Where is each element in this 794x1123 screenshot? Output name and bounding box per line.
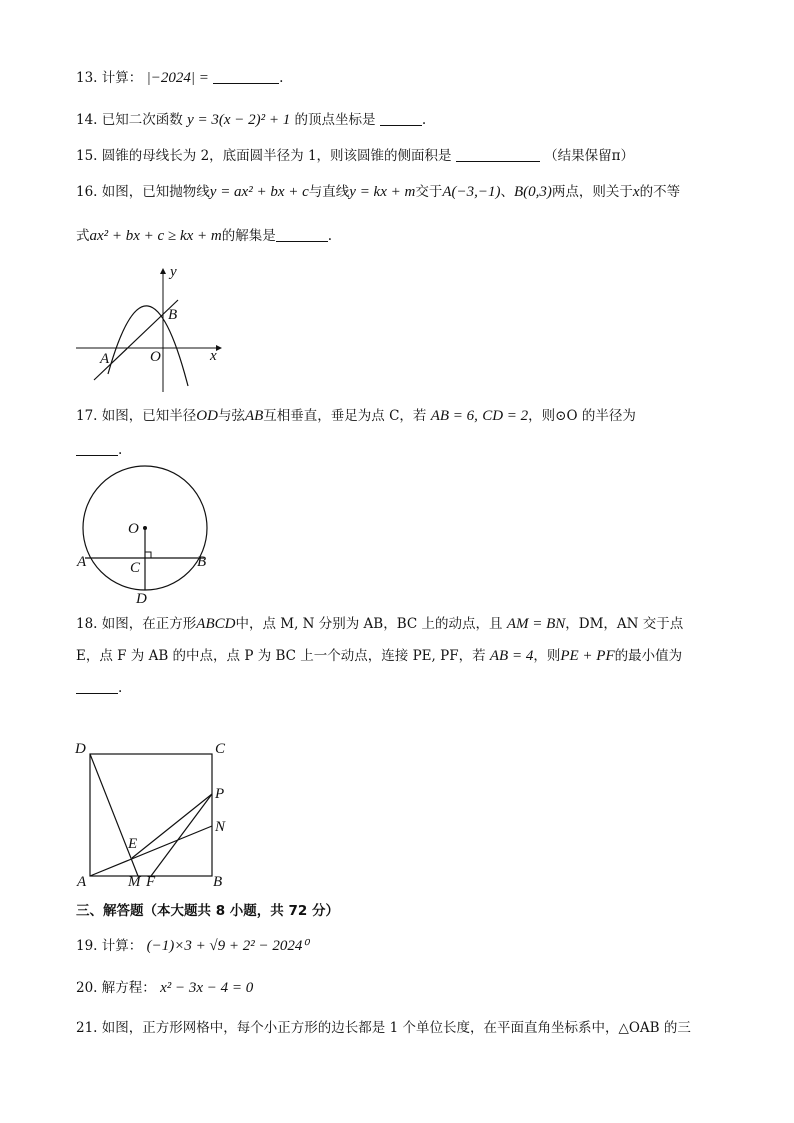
question-text: 如图，正方形网格中，每个小正方形的边长都是 1 个单位长度，在平面直角坐标系中，△OAB 的三 [101,1020,691,1036]
question-text: 式 [76,228,90,244]
question-text: 的顶点坐标是 [294,112,376,128]
label-c: C [215,741,226,757]
period: . [421,112,427,128]
center-point [143,526,147,530]
q16-figure [70,262,230,397]
question-number: 17. [76,408,98,424]
question-text: E，点 F 为 AB 的中点，点 P 为 BC 上一个动点，连接 PE, PF，若 [76,648,486,664]
question-number: 13. [76,70,98,86]
question-17-line-1 [76,406,636,426]
period: . [327,228,333,244]
label-o: O [150,349,161,365]
answer-blank[interactable] [456,147,540,162]
label-a: A [100,351,110,367]
question-text: 的解集是 [221,228,276,244]
q17-figure [70,462,220,612]
question-15 [76,146,634,166]
question-text: 、 [500,184,514,200]
math-expression: y = ax² + bx + c [209,184,309,200]
question-note: （结果保留π） [544,148,635,164]
question-17-line-2 [76,440,122,460]
question-16-line-1 [76,182,680,202]
label-a: A [77,874,87,890]
question-number: 14. [76,112,98,128]
question-18-line-2 [76,646,682,666]
label-c: C [130,560,141,576]
label-d: D [136,591,147,607]
label-b: B [168,307,178,323]
question-21 [76,1018,691,1038]
question-text: 互相垂直，垂足为点 C，若 [263,408,427,424]
math-expression: AB = 4 [489,648,534,664]
question-text: ，则⊙O 的半径为 [528,408,636,424]
answer-blank[interactable] [76,679,118,694]
question-number: 15. [76,148,98,164]
question-text: ，则 [533,648,561,664]
section-heading: 三、解答题（本大题共 8 小题，共 72 分） [76,903,339,919]
question-text: 中，点 M, N 分别为 AB，BC 上的动点，且 [235,616,503,632]
period: . [118,442,123,458]
label-m: M [128,874,141,890]
question-text: 的不等 [639,184,681,200]
square-abcd [90,754,212,876]
question-text: 如图，在正方形 [101,616,197,632]
question-text: 与直线 [308,184,350,200]
question-20 [76,978,253,998]
question-13 [76,68,283,88]
question-text: 与弦 [217,408,245,424]
math-expression: AB = 6, [430,408,478,424]
q18-figure [70,734,240,894]
question-number: 20. [76,980,98,996]
math-expression: OD [196,408,218,424]
straight-line [94,300,178,380]
math-expression: (−1)×3 + √9 + 2² − 2024⁰ [146,938,309,954]
label-b: B [213,874,223,890]
question-text: 两点，则关于 [551,184,633,200]
x-axis-arrow [216,345,222,351]
segment-an [90,826,212,876]
question-number: 18. [76,616,98,632]
question-text: 已知二次函数 [101,112,183,128]
question-14 [76,110,426,130]
math-expression: y = 3(x − 2)² + 1 [187,112,291,128]
math-expression: ax² + bx + c ≥ kx + m [89,228,222,244]
question-text: 的最小值为 [614,648,683,664]
question-text: 计算： [101,938,143,954]
period: . [279,70,284,86]
question-text: 如图，已知半径 [101,408,197,424]
question-number: 16. [76,184,98,200]
math-expression: PE + PF [560,648,615,664]
question-number: 21. [76,1020,98,1036]
label-d: D [75,741,86,757]
question-text: 交于 [415,184,443,200]
segment-dm [90,754,138,876]
question-18-line-1 [76,614,683,634]
question-text: 计算： [101,70,143,86]
label-b: B [197,554,207,570]
question-text: ，DM，AN 交于点 [565,616,684,632]
label-n: N [215,819,226,835]
math-expression: AB [244,408,264,424]
label-f: F [146,874,156,890]
math-expression: ABCD [196,616,236,632]
label-x: x [210,348,217,364]
question-text: 解方程： [101,980,156,996]
question-number: 19. [76,938,98,954]
math-expression: x [632,184,640,200]
period: . [118,680,123,696]
question-text: 如图，已知抛物线 [101,184,210,200]
answer-blank[interactable] [276,227,328,242]
label-a: A [77,554,87,570]
math-expression: |−2024| = [146,70,209,86]
math-expression: A(−3,−1) [442,184,501,200]
math-expression: y = kx + m [349,184,416,200]
label-y: y [170,264,177,280]
answer-blank[interactable] [213,69,279,84]
y-axis-arrow [160,268,166,274]
math-expression: B(0,3) [514,184,552,200]
math-expression: AM = BN [506,616,566,632]
question-text: 圆锥的母线长为 2，底面圆半径为 1，则该圆锥的侧面积是 [101,148,452,164]
right-angle-mark [145,552,151,558]
label-e: E [128,836,138,852]
math-expression: x² − 3x − 4 = 0 [160,980,254,996]
answer-blank[interactable] [380,111,422,126]
question-19 [76,936,308,956]
answer-blank[interactable] [76,441,118,456]
label-o: O [128,521,139,537]
question-18-line-3 [76,678,122,698]
question-16-line-2 [76,226,332,246]
label-p: P [215,786,225,802]
math-expression: CD = 2 [482,408,529,424]
